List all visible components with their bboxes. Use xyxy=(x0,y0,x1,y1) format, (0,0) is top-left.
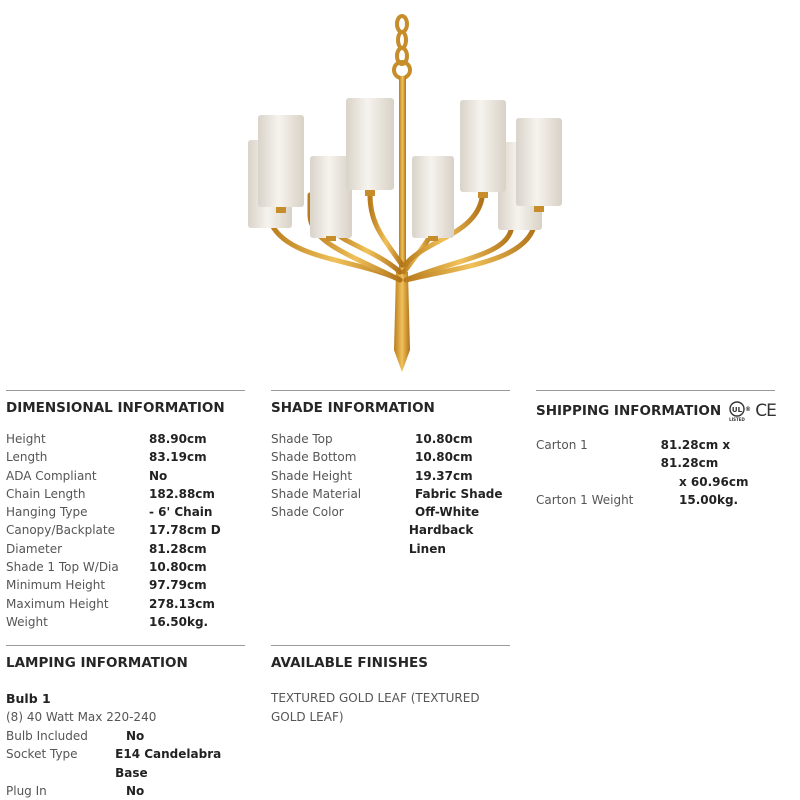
section-divider xyxy=(6,645,245,646)
chandelier-drawing xyxy=(230,10,570,375)
section-divider xyxy=(6,390,245,391)
dimensional-section xyxy=(6,390,245,631)
spec-row xyxy=(536,436,775,473)
spec-value: 19.37cm xyxy=(415,468,473,483)
section-divider xyxy=(271,390,510,391)
svg-text:®: ® xyxy=(745,406,752,413)
lamping-rows xyxy=(6,727,245,800)
svg-text:LISTED: LISTED xyxy=(729,417,746,422)
section-title-wrap xyxy=(536,400,775,422)
dimensional-rows xyxy=(6,430,245,631)
spec-value: 10.80cm xyxy=(149,560,207,575)
spec-label: Chain Length xyxy=(6,486,86,501)
section-title: SHADE INFORMATION xyxy=(271,400,435,416)
ul-listed-icon xyxy=(727,400,753,422)
chandelier-image xyxy=(230,10,570,375)
spec-label: Hanging Type xyxy=(6,505,88,520)
spec-row xyxy=(6,503,245,521)
spec-value: 182.88cm xyxy=(149,486,215,501)
spec-row xyxy=(6,613,245,631)
spec-value: Hardback Linen xyxy=(408,523,474,556)
spec-row xyxy=(271,448,510,466)
spec-row xyxy=(271,485,510,503)
ce-mark-icon: CE xyxy=(755,401,776,421)
spec-row xyxy=(271,521,510,558)
spec-row xyxy=(6,727,245,745)
spec-label: Weight xyxy=(6,614,48,629)
spec-row xyxy=(6,521,245,539)
spec-value: x 60.96cm xyxy=(679,474,749,489)
spec-value: 88.90cm xyxy=(149,432,207,446)
spec-row xyxy=(6,558,245,576)
section-title: SHIPPING INFORMATION xyxy=(536,403,722,419)
spec-label: Diameter xyxy=(6,541,63,556)
spec-row xyxy=(6,448,245,466)
spec-label: Shade 1 Top W/Dia xyxy=(6,560,119,575)
spec-row xyxy=(271,467,510,485)
spec-label: Minimum Height xyxy=(6,578,106,593)
finishes-section xyxy=(271,645,510,726)
spec-value: - 6' Chain xyxy=(149,505,213,520)
spec-row xyxy=(6,595,245,613)
section-title: AVAILABLE FINISHES xyxy=(271,655,428,671)
section-divider xyxy=(271,645,510,646)
spec-value: Off-White xyxy=(415,505,480,520)
spec-label: Socket Type xyxy=(6,747,78,762)
spec-row xyxy=(6,745,245,782)
spec-label: Shade Height xyxy=(271,468,353,483)
spec-row xyxy=(536,473,775,491)
spec-row xyxy=(6,782,245,800)
spec-row xyxy=(271,430,510,448)
spec-value: No xyxy=(126,729,145,743)
shipping-rows xyxy=(536,436,775,509)
spec-row xyxy=(6,576,245,594)
svg-text:UL: UL xyxy=(732,406,743,414)
finish-name: TEXTURED GOLD LEAF (TEXTURED GOLD LEAF) xyxy=(271,691,480,724)
spec-value: No xyxy=(149,468,168,483)
spec-label: Carton 1 Weight xyxy=(536,492,634,507)
shade-rows xyxy=(271,430,510,558)
spec-value: 10.80cm xyxy=(415,450,473,465)
spec-value: 16.50kg. xyxy=(149,614,209,629)
spec-label: Bulb Included xyxy=(6,729,88,743)
spec-row xyxy=(6,485,245,503)
spec-value: 17.78cm D xyxy=(149,523,221,538)
spec-label: Carton 1 xyxy=(536,438,588,452)
spec-label: Shade Top xyxy=(271,432,333,446)
spec-value: 81.28cm x 81.28cm xyxy=(660,438,731,471)
spec-value: 15.00kg. xyxy=(679,492,739,507)
section-title: DIMENSIONAL INFORMATION xyxy=(6,400,225,416)
shipping-section xyxy=(536,390,775,509)
spec-label: Maximum Height xyxy=(6,596,109,611)
spec-label: Shade Material xyxy=(271,486,362,501)
spec-row xyxy=(6,540,245,558)
section-title: LAMPING INFORMATION xyxy=(6,655,188,671)
bulb-title: Bulb 1 xyxy=(6,691,51,706)
spec-label: Shade Color xyxy=(271,505,344,520)
spec-row xyxy=(536,491,775,509)
spec-label: Height xyxy=(6,432,46,446)
spec-value: 83.19cm xyxy=(149,450,207,465)
spec-value: 97.79cm xyxy=(149,578,207,593)
spec-label: Canopy/Backplate xyxy=(6,523,115,538)
spec-label xyxy=(536,473,679,491)
spec-value: 278.13cm xyxy=(149,596,215,611)
spec-value: 81.28cm xyxy=(149,541,207,556)
section-divider xyxy=(536,390,775,391)
spec-value: Fabric Shade xyxy=(415,486,503,501)
spec-row xyxy=(6,467,245,485)
spec-value: 10.80cm xyxy=(415,432,473,446)
spec-value: E14 Candelabra Base xyxy=(115,747,222,780)
shade-section xyxy=(271,390,510,558)
spec-label: Shade Bottom xyxy=(271,450,357,465)
spec-label: Plug In xyxy=(6,783,47,798)
spec-label: ADA Compliant xyxy=(6,468,97,483)
spec-row xyxy=(271,503,510,521)
spec-value: No xyxy=(126,783,145,798)
spec-label xyxy=(271,521,409,558)
spec-row xyxy=(6,430,245,448)
spec-label: Length xyxy=(6,450,48,465)
bulb-description: (8) 40 Watt Max 220-240 xyxy=(6,710,157,724)
lamping-section xyxy=(6,645,245,800)
